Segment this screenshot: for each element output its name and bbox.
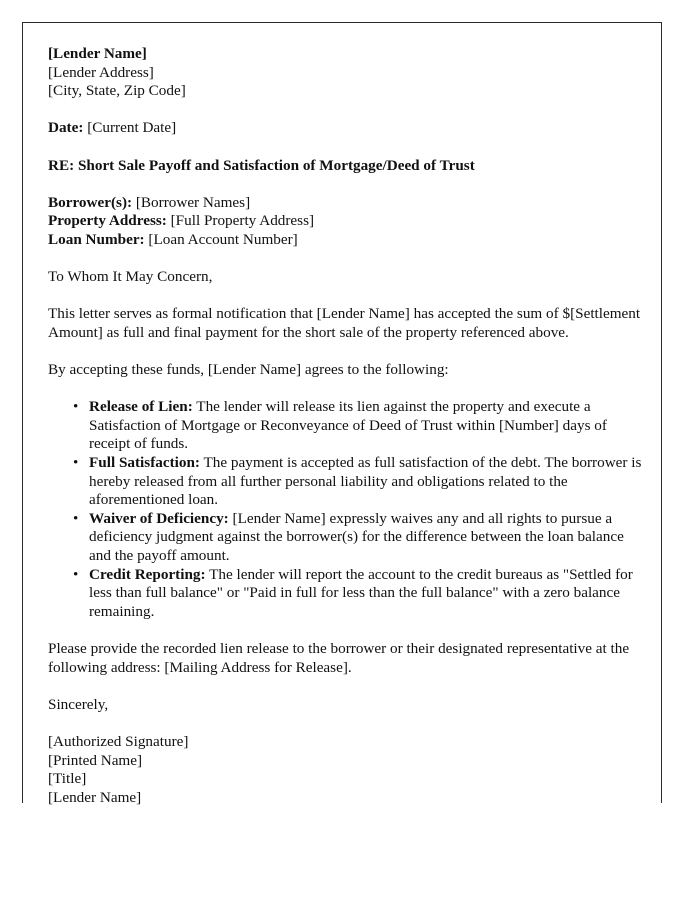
spacer: [48, 714, 645, 733]
spacer: [48, 175, 645, 194]
spacer: [48, 101, 645, 120]
spacer: [48, 380, 645, 399]
subject-line: RE: Short Sale Payoff and Satisfaction of Mortgage/Deed of Trust: [48, 156, 475, 174]
letterhead-lender-address: [Lender Address]: [48, 63, 154, 81]
valediction: Sincerely,: [48, 695, 109, 713]
signature-line-lender-name: [Lender Name]: [48, 788, 142, 806]
list-item: [48, 566, 645, 622]
signature-line-authorized-signature: [Authorized Signature]: [48, 732, 189, 750]
list-item: [48, 398, 645, 454]
term-label: Credit Reporting:: [89, 565, 206, 583]
spacer: [48, 677, 645, 696]
term-text: [Lender Name] expressly waives any and all rights to pursue a deficiency judgment against the borrower(s) for the difference between the loan balance and the payoff amount.: [89, 509, 624, 565]
spacer: [48, 621, 645, 640]
term-label: Full Satisfaction:: [89, 454, 200, 472]
closing-paragraph: Please provide the recorded lien release to the borrower or their designated representative at the following address: [Mailing Address for Release].: [48, 640, 630, 676]
spacer: [48, 250, 645, 269]
intro-paragraph: This letter serves as formal notification that [Lender Name] has accepted the sum of $[Settlement Amount] as full and final payment for the short sale of the property referenced above.: [48, 305, 641, 341]
letterhead: [48, 45, 645, 101]
date-line: [48, 119, 645, 138]
spacer: [48, 343, 645, 362]
reference-value: [Loan Account Number]: [148, 230, 298, 248]
list-item: [48, 454, 645, 510]
term-text: The lender will report the account to the credit bureaus as "Settled for less than full balance" or "Paid in full for less than the full balance" with a zero balance remaining.: [89, 565, 633, 620]
reference-value: [Borrower Names]: [135, 193, 251, 211]
signature-line-title: [Title]: [48, 770, 87, 788]
reference-label: Property Address:: [48, 212, 167, 230]
reference-label: Borrower(s):: [48, 193, 133, 211]
reference-value: [Full Property Address]: [170, 212, 315, 230]
signature-line-printed-name: [Printed Name]: [48, 751, 143, 769]
document-body: [48, 45, 645, 807]
reference-row-loan-number: [48, 231, 645, 250]
lead-in-paragraph: By accepting these funds, [Lender Name] agrees to the following:: [48, 361, 449, 379]
signature-block: [48, 733, 645, 807]
term-label: Waiver of Deficiency:: [89, 509, 229, 527]
terms-list: [48, 398, 645, 621]
letterhead-city-state-zip: [City, State, Zip Code]: [48, 82, 186, 100]
reference-label: Loan Number:: [48, 230, 145, 248]
spacer: [48, 138, 645, 157]
term-text: The payment is accepted as full satisfaction of the debt. The borrower is hereby released from all further personal liability and obligations related to the aforementioned loan.: [89, 454, 642, 509]
date-label: Date:: [48, 119, 84, 137]
date-value: [Current Date]: [87, 119, 177, 137]
salutation: To Whom It May Concern,: [48, 268, 213, 286]
spacer: [48, 287, 645, 306]
letterhead-lender-name: [Lender Name]: [48, 45, 147, 62]
term-text: The lender will release its lien against the property and execute a Satisfaction of Mortgage or Reconveyance of Deed of Trust within [Number] days of receipt of funds.: [89, 398, 607, 453]
term-label: Release of Lien:: [89, 398, 193, 416]
reference-row-borrowers: [48, 194, 645, 213]
document-page: [22, 22, 662, 806]
reference-row-property-address: [48, 212, 645, 231]
list-item: [48, 510, 645, 566]
reference-block: [48, 194, 645, 250]
